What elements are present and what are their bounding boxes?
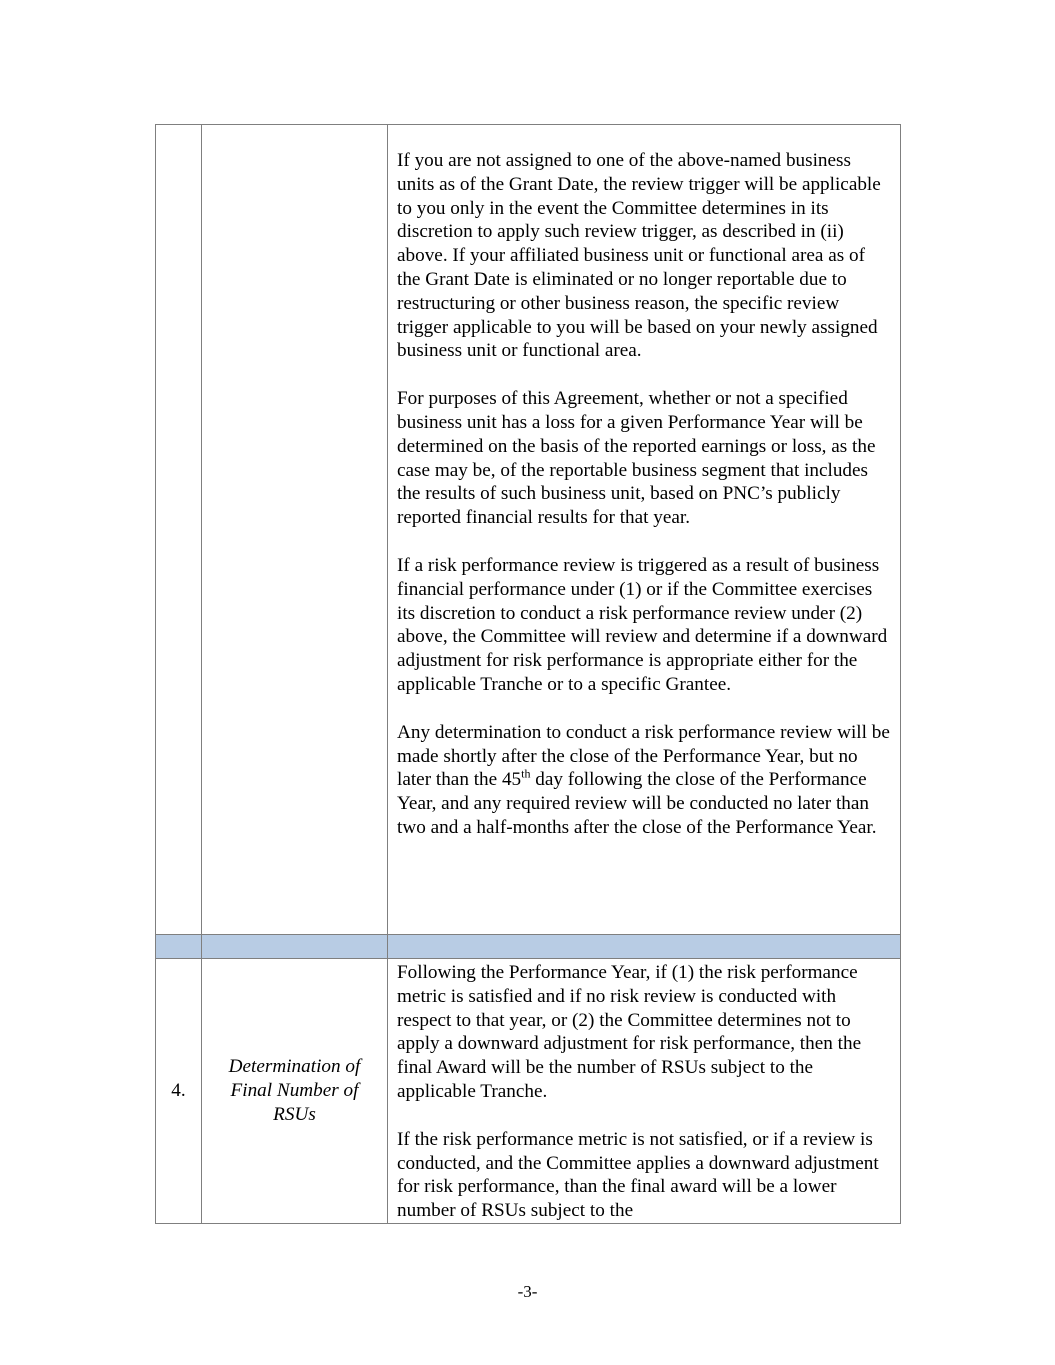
section-number: 4. xyxy=(156,959,202,1224)
paragraph-downward-adjustment: If the risk performance metric is not satisfied, or if a review is conducted, and the Committee applies a downward adjustment for risk performance, than the final award will be a lower number of RSUs subject to the xyxy=(397,1128,879,1222)
section-body-cell xyxy=(388,959,901,1224)
section-title: Determination of Final Number of RSUs xyxy=(202,959,388,1224)
paragraph-risk-review: If a risk performance review is triggered as a result of business financial performance under (1) or if the Committee exercises its discretion to conduct a risk performance review under (2) above, the Committee will review and determine if a downward adjustment for risk performance is appropriate either for the applicable Tranche or to a specific Grantee. xyxy=(397,554,888,695)
paragraph-review-trigger: If you are not assigned to one of the above-named business units as of the Grant Date, the review trigger will be applicable to you only in the event the Committee determines in its discretion to apply such review trigger, as described in (ii) above. If your affiliated business unit or functional area as of the Grant Date is eliminated or no longer reportable due to restructuring or other business reason, the specific review trigger applicable to you will be based on your newly assigned business unit or functional area. xyxy=(397,150,881,362)
agreement-table xyxy=(155,124,901,1224)
table-row xyxy=(156,959,901,1224)
paragraph-review-timing xyxy=(397,721,892,840)
page-number: -3- xyxy=(517,1282,538,1301)
divider-cell xyxy=(156,935,202,959)
table-row-divider xyxy=(156,935,901,959)
timing-text-start: Any determination to conduct a risk performance review will be made shortly after the close of the Performance Year, but no later than the 45 xyxy=(397,721,890,791)
timing-text-end: day following the close of the Performance Year, and any required review will be conducted no later than two and a half-months after the close of the Performance Year. xyxy=(397,769,877,838)
ordinal-suffix: th xyxy=(521,766,531,781)
paragraph-final-award: Following the Performance Year, if (1) the risk performance metric is satisfied and if no risk review is conducted with respect to that year, or (2) the Committee determines not to apply a downward adjustment for risk performance, then the final Award will be the number of RSUs subject to the applicable Tranche. xyxy=(397,962,862,1102)
section-body-cell xyxy=(388,125,901,935)
divider-cell xyxy=(202,935,388,959)
section-number-cell xyxy=(156,125,202,935)
section-title-cell xyxy=(202,125,388,935)
table-row xyxy=(156,125,901,935)
divider-cell xyxy=(388,935,901,959)
paragraph-business-unit-loss: For purposes of this Agreement, whether or not a specified business unit has a loss for a given Performance Year will be determined on the basis of the reported earnings or loss, as the case may be, of the reportable business segment that includes the results of such business unit, based on PNC’s publicly reported financial results for that year. xyxy=(397,388,876,529)
